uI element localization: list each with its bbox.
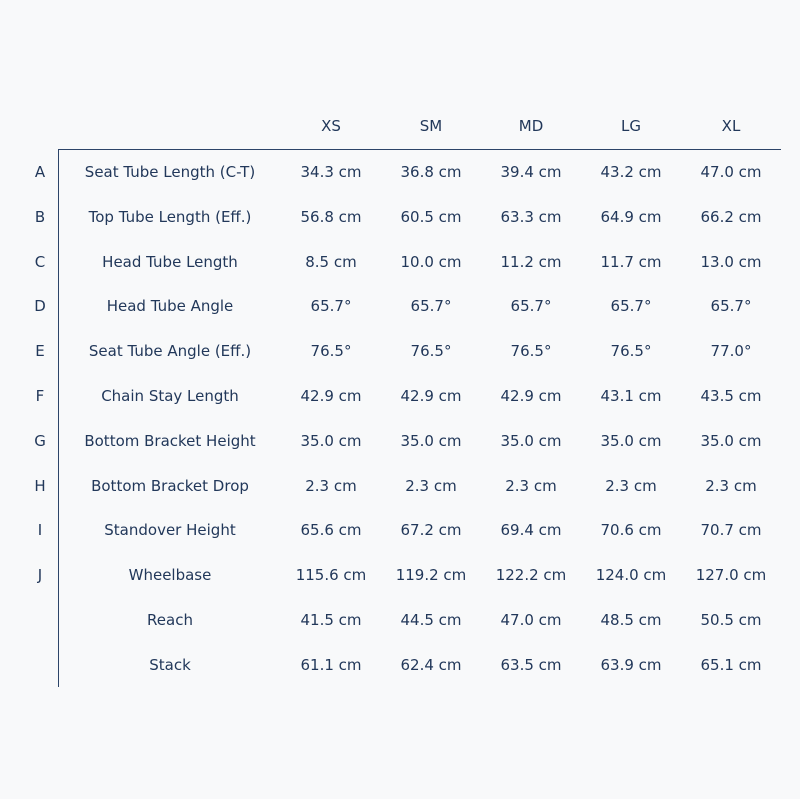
size-header-sm: SM — [419, 117, 443, 135]
table-row — [0, 284, 800, 329]
table-cell: 35.0 cm — [400, 431, 462, 450]
table-cell: 39.4 cm — [500, 163, 562, 181]
table-cell: 42.9 cm — [400, 386, 462, 405]
row-letter: E — [35, 342, 45, 361]
table-cell: 41.5 cm — [300, 610, 362, 629]
table-cell: 122.2 cm — [495, 566, 567, 585]
table-cell: 43.5 cm — [700, 386, 762, 405]
table-cell: 42.9 cm — [500, 386, 562, 405]
row-label: Head Tube Angle — [106, 297, 234, 316]
table-row — [0, 643, 800, 688]
table-cell: 35.0 cm — [700, 431, 762, 450]
size-header-row — [0, 108, 800, 144]
row-letter: A — [34, 163, 46, 181]
table-cell: 119.2 cm — [395, 566, 467, 585]
table-row — [0, 598, 800, 643]
table-cell: 11.7 cm — [600, 252, 662, 271]
table-cell: 13.0 cm — [700, 252, 762, 271]
table-row — [0, 329, 800, 374]
table-cell: 65.1 cm — [700, 655, 762, 674]
size-header-xs: XS — [321, 117, 341, 135]
row-letter: B — [34, 207, 46, 226]
table-row — [0, 150, 800, 195]
table-cell: 2.3 cm — [305, 476, 357, 495]
table-cell: 35.0 cm — [600, 431, 662, 450]
table-cell: 76.5° — [510, 342, 552, 361]
table-cell: 115.6 cm — [295, 566, 367, 585]
table-cell: 65.7° — [710, 297, 752, 316]
size-header-lg: LG — [621, 117, 641, 135]
table-cell: 65.6 cm — [300, 521, 362, 540]
table-cell: 63.9 cm — [600, 655, 662, 674]
table-cell: 2.3 cm — [705, 476, 757, 495]
table-cell: 35.0 cm — [300, 431, 362, 450]
table-cell: 48.5 cm — [600, 610, 662, 629]
table-cell: 62.4 cm — [400, 655, 462, 674]
row-letter: G — [34, 431, 46, 450]
row-letter — [22, 598, 58, 643]
table-cell: 44.5 cm — [400, 610, 462, 629]
row-label: Standover Height — [104, 521, 236, 540]
table-cell: 34.3 cm — [300, 163, 362, 181]
table-row — [0, 419, 800, 464]
table-cell: 66.2 cm — [700, 207, 762, 226]
table-cell: 43.2 cm — [600, 163, 662, 181]
table-cell: 43.1 cm — [600, 386, 662, 405]
table-cell: 77.0° — [710, 342, 752, 361]
table-cell: 63.5 cm — [500, 655, 562, 674]
table-cell: 2.3 cm — [505, 476, 557, 495]
table-cell: 10.0 cm — [400, 252, 462, 271]
table-cell: 65.7° — [510, 297, 552, 316]
table-cell: 42.9 cm — [300, 386, 362, 405]
table-cell: 124.0 cm — [595, 566, 667, 585]
row-letter: J — [37, 566, 43, 585]
row-letter: D — [34, 297, 46, 316]
table-row — [0, 195, 800, 240]
table-cell: 47.0 cm — [700, 163, 762, 181]
row-letter: H — [34, 476, 46, 495]
row-label: Bottom Bracket Drop — [91, 476, 249, 495]
row-label: Bottom Bracket Height — [84, 431, 256, 450]
row-label: Chain Stay Length — [101, 386, 239, 405]
row-label: Seat Tube Angle (Eff.) — [88, 342, 252, 361]
table-cell: 8.5 cm — [305, 252, 357, 271]
row-letter: F — [35, 386, 45, 405]
row-label: Head Tube Length — [102, 252, 238, 271]
table-row — [0, 553, 800, 598]
table-cell: 61.1 cm — [300, 655, 362, 674]
table-cell: 64.9 cm — [600, 207, 662, 226]
table-row — [0, 374, 800, 419]
table-cell: 50.5 cm — [700, 610, 762, 629]
table-cell: 69.4 cm — [500, 521, 562, 540]
row-letter: I — [37, 521, 43, 540]
table-row — [0, 508, 800, 553]
table-cell: 76.5° — [310, 342, 352, 361]
table-cell: 65.7° — [310, 297, 352, 316]
row-label: Wheelbase — [128, 566, 212, 585]
table-cell: 67.2 cm — [400, 521, 462, 540]
table-body — [0, 150, 800, 688]
table-cell: 65.7° — [610, 297, 652, 316]
table-cell: 36.8 cm — [400, 163, 462, 181]
row-label: Seat Tube Length (C-T) — [84, 163, 256, 181]
table-cell: 65.7° — [410, 297, 452, 316]
table-cell: 70.7 cm — [700, 521, 762, 540]
row-label: Reach — [147, 610, 193, 629]
table-cell: 127.0 cm — [695, 566, 767, 585]
table-cell: 2.3 cm — [405, 476, 457, 495]
table-cell: 76.5° — [610, 342, 652, 361]
table-cell: 70.6 cm — [600, 521, 662, 540]
table-row — [0, 464, 800, 509]
table-cell: 60.5 cm — [400, 207, 462, 226]
table-row — [0, 240, 800, 285]
table-cell: 35.0 cm — [500, 431, 562, 450]
row-letter — [22, 643, 58, 688]
size-header-md: MD — [518, 117, 544, 135]
table-cell: 76.5° — [410, 342, 452, 361]
table-cell: 2.3 cm — [605, 476, 657, 495]
table-cell: 11.2 cm — [500, 252, 562, 271]
row-label: Top Tube Length (Eff.) — [88, 207, 252, 226]
row-letter: C — [34, 252, 46, 271]
size-header-xl: XL — [721, 117, 741, 135]
table-cell: 63.3 cm — [500, 207, 562, 226]
table-cell: 56.8 cm — [300, 207, 362, 226]
row-label: Stack — [149, 655, 191, 674]
table-cell: 47.0 cm — [500, 610, 562, 629]
